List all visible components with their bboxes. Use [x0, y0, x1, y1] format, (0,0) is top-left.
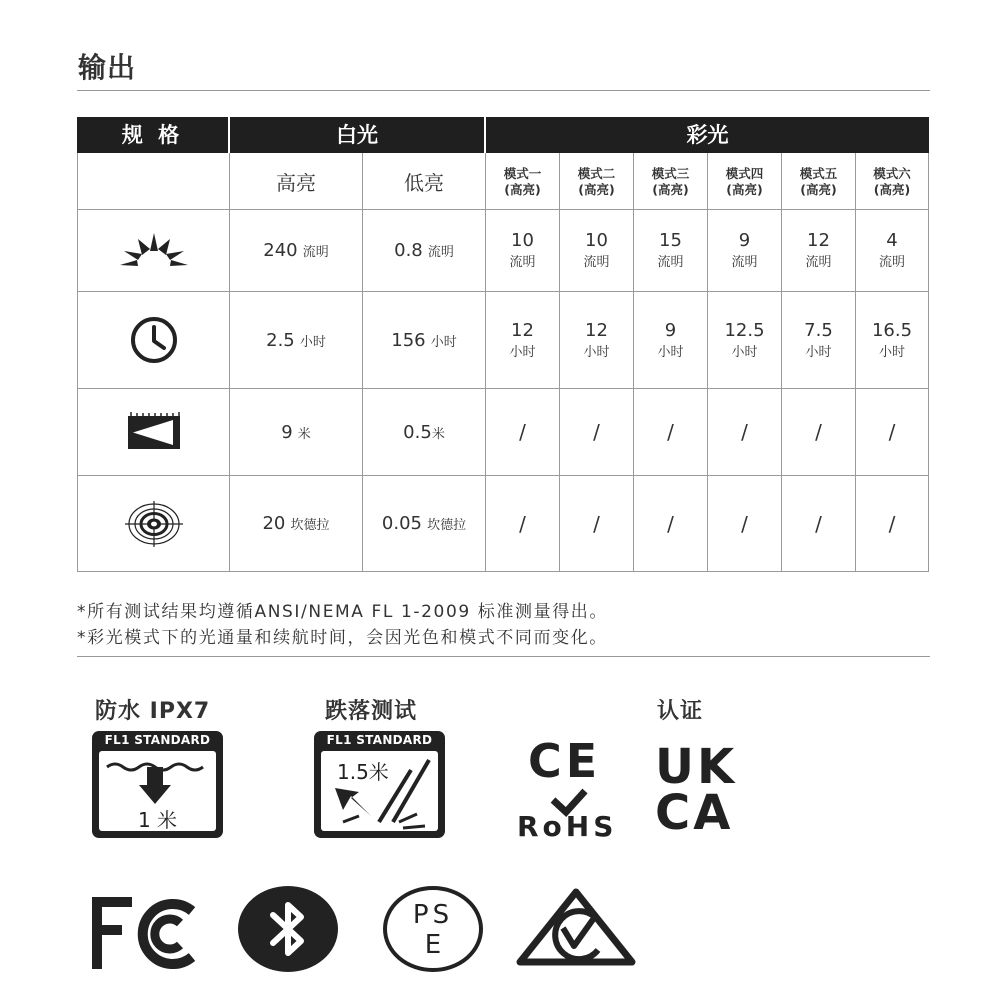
footnote-color-mode: *彩光模式下的光通量和续航时间，会因光色和模式不同而变化。: [77, 628, 608, 648]
title-divider: [77, 90, 930, 91]
cell-distance-mode-2: /: [593, 420, 600, 444]
ce-mark: CE: [528, 734, 602, 788]
col-mode-5: 模式五 (高亮): [799, 165, 838, 197]
cell-lumen-mode-5: 12 流明: [805, 230, 832, 270]
cell-distance-mode-6: /: [888, 420, 896, 444]
cell-intensity-mode-4: /: [741, 511, 748, 536]
col-low: 低亮: [404, 171, 444, 195]
footnote-test-standard: *所有测试结果均遵循ANSI/NEMA FL 1-2009 标准测量得出。: [77, 602, 609, 622]
cell-distance-mode-5: /: [815, 420, 822, 444]
runtime-clock-icon: [78, 292, 229, 388]
cell-runtime-mode-5: 7.5 小时: [804, 319, 833, 360]
cell-runtime-mode-4: 12.5 小时: [724, 319, 765, 360]
waterproof-badge-label: FL1 STANDARD: [104, 733, 211, 747]
cell-distance-mode-3: /: [667, 420, 674, 444]
cell-intensity-low: 0.05 坎德拉: [381, 513, 467, 534]
cell-lumen-high: 240 流明: [263, 240, 329, 261]
waterproof-depth: 1 米: [137, 808, 178, 832]
cell-intensity-mode-1: /: [519, 511, 526, 536]
cell-distance-high: 9 米: [281, 421, 311, 443]
cell-lumen-mode-4: 9 流明: [731, 230, 758, 270]
cell-lumen-mode-6: 4 流明: [878, 230, 905, 270]
col-high: 高亮: [276, 171, 316, 195]
cell-runtime-mode-2: 12 小时: [583, 319, 610, 360]
cell-runtime-high: 2.5 小时: [266, 329, 326, 351]
drop-test-badge-label: FL1 STANDARD: [326, 733, 433, 747]
cell-lumen-mode-1: 10 流明: [509, 230, 536, 270]
cell-lumen-mode-3: 15 流明: [657, 230, 684, 270]
cell-distance-mode-1: /: [519, 420, 526, 444]
col-mode-4: 模式四 (高亮): [725, 165, 764, 197]
col-mode-6: 模式六 (高亮): [873, 165, 911, 197]
header-color-light: 彩光: [686, 123, 729, 147]
cell-intensity-mode-6: /: [888, 511, 896, 536]
grid-line: [928, 153, 929, 572]
header-spec: 规 格: [121, 123, 184, 147]
col-mode-2: 模式二 (高亮): [577, 165, 616, 197]
pse-text-bottom: E: [424, 930, 442, 960]
cell-distance-mode-4: /: [741, 420, 748, 444]
pse-mark: [383, 886, 483, 972]
beam-distance-icon: [78, 389, 229, 475]
notes-divider: [77, 656, 930, 657]
grid-line: [77, 571, 929, 572]
bluetooth-icon: [237, 885, 339, 977]
drop-test-badge: [313, 730, 446, 839]
cell-lumen-low: 0.8 流明: [394, 240, 454, 261]
waterproof-title: 防水 IPX7: [95, 699, 211, 724]
col-mode-3: 模式三 (高亮): [651, 165, 690, 197]
ukca-mark: UK CA: [655, 739, 738, 841]
certification-title: 认证: [657, 699, 704, 724]
rohs-mark: RoHS: [517, 810, 618, 843]
cell-intensity-mode-3: /: [667, 511, 674, 536]
cell-intensity-high: 20 坎德拉: [262, 513, 330, 534]
peak-intensity-icon: [78, 476, 229, 571]
waterproof-badge: [91, 730, 224, 839]
cell-distance-low: 0.5 米: [403, 421, 445, 443]
cell-intensity-mode-5: /: [815, 511, 822, 536]
cell-runtime-mode-6: 16.5 小时: [871, 319, 913, 360]
section-title: 输出: [78, 51, 137, 84]
rcm-mark: [516, 888, 636, 972]
cell-runtime-low: 156 小时: [391, 329, 457, 351]
col-mode-1: 模式一 (高亮): [503, 165, 542, 197]
cell-intensity-mode-2: /: [593, 511, 600, 536]
header-white-light: 白光: [336, 123, 378, 147]
light-output-icon: [78, 210, 229, 291]
cell-lumen-mode-2: 10 流明: [583, 230, 610, 270]
drop-height: 1.5米: [337, 760, 389, 784]
drop-test-title: 跌落测试: [325, 699, 418, 724]
pse-text-top: PS: [412, 900, 454, 930]
cell-runtime-mode-1: 12 小时: [509, 319, 536, 360]
cell-runtime-mode-3: 9 小时: [657, 319, 684, 360]
fc-mark: [92, 897, 196, 969]
